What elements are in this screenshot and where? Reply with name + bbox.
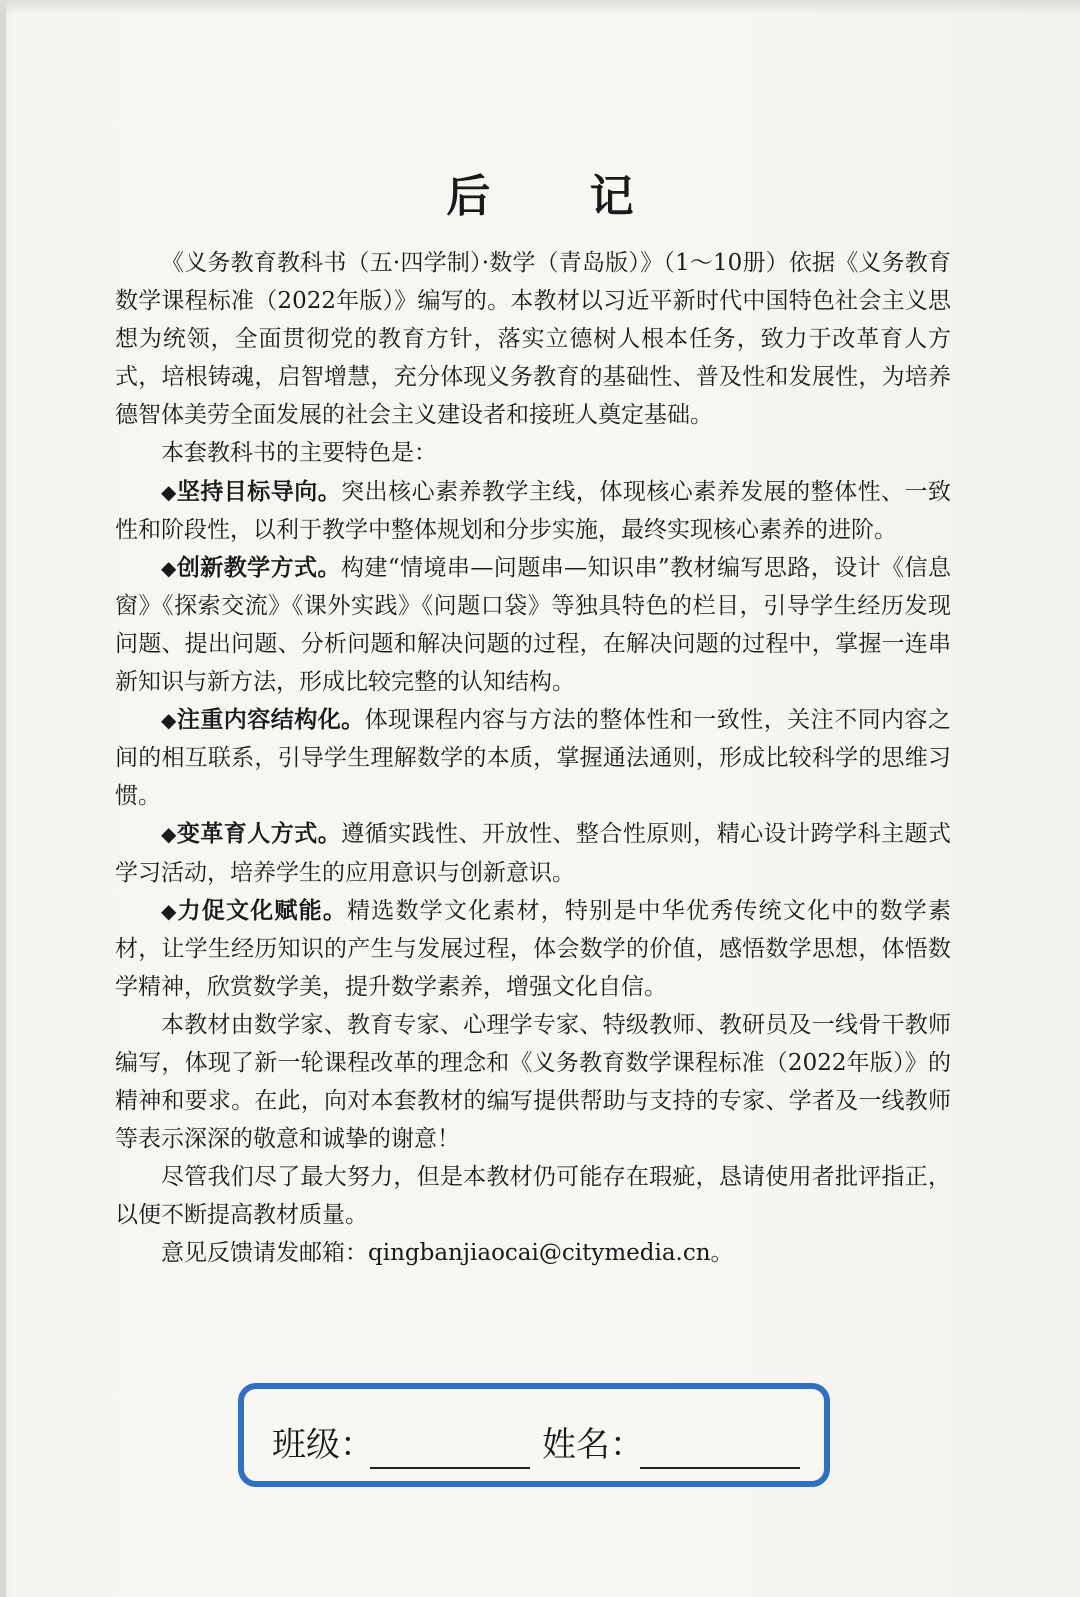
diamond-bullet-icon: ◆	[161, 898, 178, 923]
name-field[interactable]	[640, 1467, 800, 1469]
disclaimer-paragraph: 尽管我们尽了最大努力，但是本教材仍可能存在瑕疵，恳请使用者批评指正，以便不断提高教材质量。	[115, 1164, 951, 1229]
feature-heading: 力促文化赋能。	[177, 897, 348, 924]
class-label: 班级：	[272, 1425, 374, 1465]
feature-text: 构建“情境串—问题串—知识串”教材编写思路，设计《信息窗》《探索交流》《课外实践》《问题口袋》等独具特色的栏目，引导学生经历发现问题、提出问题、分析问题和解决问题的过程，在解决问题的过程中，掌握一连串新知识与新方法，形成比较完整的认知结构。	[115, 554, 951, 696]
name-label: 姓名：	[542, 1425, 644, 1465]
intro-paragraph: 《义务教育教科书（五·四学制）·数学（青岛版）》（1～10册）依据《义务教育数学课程标准（2022年版）》编写的。本教材以习近平新时代中国特色社会主义思想为统领，全面贯彻党的教育方针，落实立德树人根本任务，致力于改革育人方式，培根铸魂，启智增慧，充分体现义务教育的基础性、普及性和发展性，为培养德智体美劳全面发展的社会主义建设者和接班人奠定基础。	[115, 250, 951, 429]
feature-heading: 变革育人方式。	[176, 821, 342, 848]
feature-text: 突出核心素养教学主线，体现核心素养发展的整体性、一致性和阶段性，以利于教学中整体规划和分步实施，最终实现核心素养的进阶。	[115, 478, 951, 543]
feature-text: 精选数学文化素材，特别是中华优秀传统文化中的数学素材，让学生经历知识的产生与发展过程，体会数学的价值，感悟数学思想，体悟数学精神，欣赏数学美，提升数学素养，增强文化自信。	[115, 897, 952, 1000]
page-title: 后 记	[446, 171, 676, 222]
feature-item	[115, 473, 951, 549]
feature-heading: 注重内容结构化。	[176, 707, 365, 734]
feature-heading: 创新教学方式。	[176, 554, 341, 581]
page-top-shadow	[0, 0, 1080, 14]
feature-text: 遵循实践性、开放性、整合性原则，精心设计跨学科主题式学习活动，培养学生的应用意识与创新意识。	[115, 821, 951, 886]
diamond-bullet-icon: ◆	[161, 708, 177, 733]
diamond-bullet-icon: ◆	[161, 822, 177, 847]
feature-heading: 坚持目标导向。	[176, 478, 342, 505]
feature-item	[115, 815, 951, 891]
authors-paragraph: 本教材由数学家、教育专家、心理学专家、特级教师、教研员及一线骨干教师编写，体现了新一轮课程改革的理念和《义务教育数学课程标准（2022年版）》的精神和要求。在此，向对本套教材的编写提供帮助与支持的专家、学者及一线教师等表示深深的敬意和诚挚的谢意！	[115, 1011, 951, 1153]
feature-text: 体现课程内容与方法的整体性和一致性，关注不同内容之间的相互联系，引导学生理解数学的本质，掌握通法通则，形成比较科学的思维习惯。	[115, 707, 952, 810]
feature-item	[115, 892, 951, 1006]
feature-item	[115, 549, 951, 701]
diamond-bullet-icon: ◆	[161, 479, 177, 504]
page-edge	[0, 0, 6, 1597]
feedback-email: 意见反馈请发邮箱：qingbanjiaocai@citymedia.cn。	[161, 1240, 734, 1267]
class-name-form	[238, 1383, 830, 1487]
class-field[interactable]	[370, 1467, 530, 1469]
features-intro: 本套教科书的主要特色是：	[161, 440, 437, 467]
diamond-bullet-icon: ◆	[161, 555, 177, 580]
afterword-body	[115, 244, 951, 1273]
feature-item	[115, 701, 951, 815]
